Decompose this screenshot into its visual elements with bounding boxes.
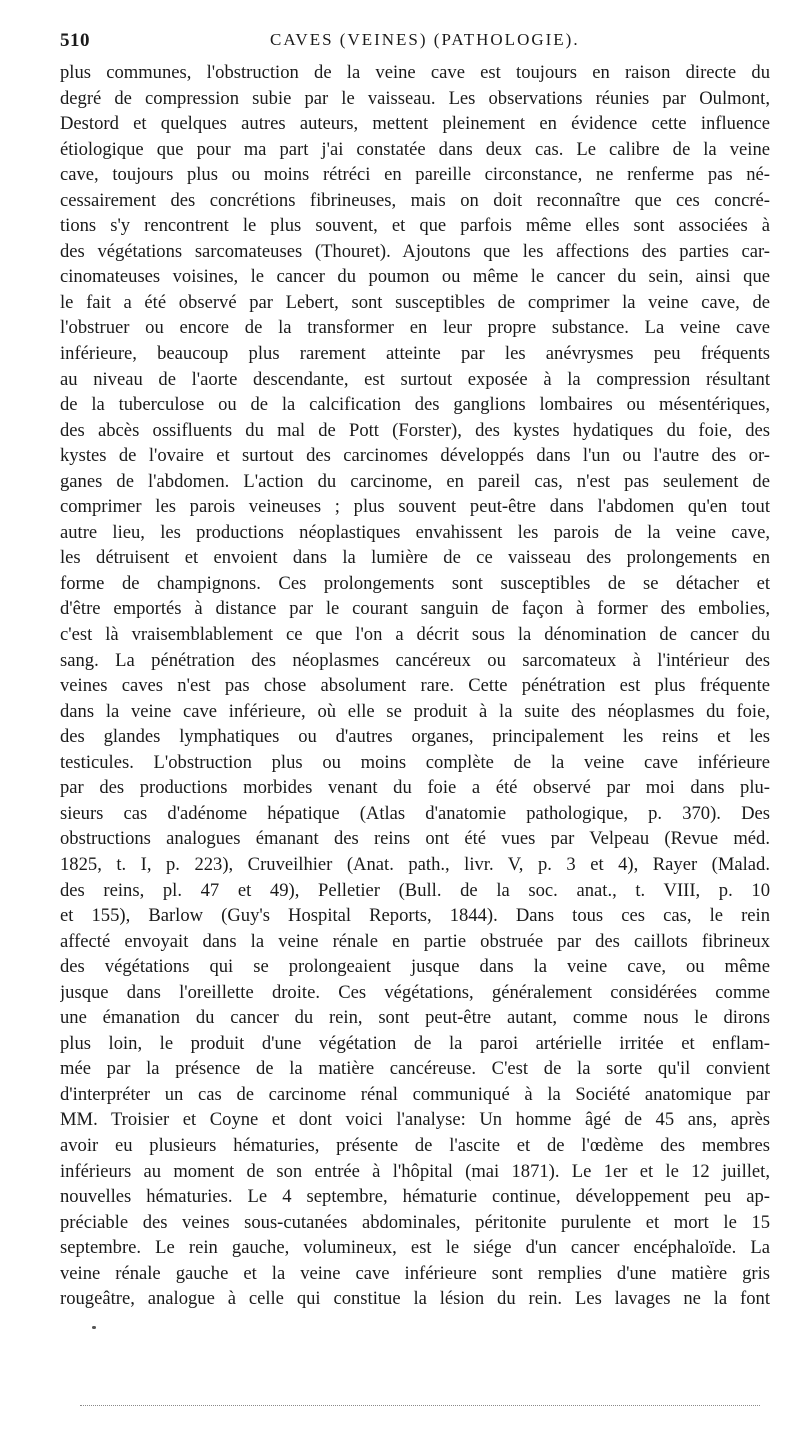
text-line: et 155), Barlow (Guy's Hospital Reports, 1844). Dans tous ces cas, le rein: [60, 905, 770, 927]
text-line: des végétations qui se prolongeaient jusque dans la veine cave, ou même: [60, 956, 770, 978]
text-line: tions s'y rencontrent le plus souvent, et que parfois même elles sont associées à: [60, 215, 770, 237]
text-line: les détruisent et envoient dans la lumière de ce vaisseau des prolongements en: [60, 547, 770, 569]
text-line: le fait a été observé par Lebert, sont susceptibles de comprimer la veine cave, de: [60, 291, 770, 313]
text-line: septembre. Le rein gauche, volumineux, est le siége d'un cancer encéphaloïde. La: [60, 1237, 770, 1259]
text-line: c'est là vraisemblablement ce que l'on a décrit sous la dénomination de cancer du: [60, 624, 770, 646]
text-line: rougeâtre, analogue à celle qui constitue la lésion du rein. Les lavages ne la font: [60, 1288, 770, 1310]
text-line: autre lieu, les productions néoplastiques envahissent les parois de la veine cave,: [60, 521, 770, 543]
ink-speck: [92, 1326, 96, 1329]
text-line: sieurs cas d'adénome hépatique (Atlas d'anatomie pathologique, p. 370). Des: [60, 802, 770, 824]
text-line: une émanation du cancer du rein, sont peut-être autant, comme nous le dirons: [60, 1007, 770, 1029]
text-line: forme de champignons. Ces prolongements sont susceptibles de se détacher et: [60, 572, 770, 594]
text-line: au niveau de l'aorte descendante, est surtout exposée à la compression résultant: [60, 368, 770, 390]
text-line: MM. Troisier et Coyne et dont voici l'analyse: Un homme âgé de 45 ans, après: [60, 1109, 770, 1131]
text-line: inférieurs au moment de son entrée à l'hôpital (mai 1871). Le 1er et le 12 juillet,: [60, 1160, 770, 1182]
text-line: comprimer les parois veineuses ; plus souvent peut-être dans l'abdomen qu'en tout: [60, 496, 770, 518]
text-line: de la tuberculose ou de la calcification des ganglions lombaires ou mésentériques,: [60, 394, 770, 416]
text-line: nouvelles hématuries. Le 4 septembre, hématurie continue, développement peu ap-: [60, 1186, 770, 1208]
text-line: des glandes lymphatiques ou d'autres organes, principalement les reins et les: [60, 726, 770, 748]
running-head: CAVES (VEINES) (PATHOLOGIE).: [270, 30, 580, 49]
text-line: l'obstruer ou encore de la transformer en leur propre substance. La veine cave: [60, 317, 770, 339]
text-line: testicules. L'obstruction plus ou moins complète de la veine cave inférieure: [60, 751, 770, 773]
text-line: par des productions morbides venant du foie a été observé par moi dans plu-: [60, 777, 770, 799]
text-line: cave, toujours plus ou moins rétréci en pareille circonstance, ne renferme pas né-: [60, 164, 770, 186]
text-line: d'être emportés à distance par le courant sanguin de façon à former des embolies,: [60, 598, 770, 620]
text-line: veines caves n'est pas chose absolument rare. Cette pénétration est plus fréquente: [60, 675, 770, 697]
text-line: des végétations sarcomateuses (Thouret). Ajoutons que les affections des parties car-: [60, 240, 770, 262]
page-header: [60, 30, 770, 58]
body-text: [60, 60, 770, 1312]
text-line: 1825, t. I, p. 223), Cruveilhier (Anat. path., livr. V, p. 3 et 4), Rayer (Malad.: [60, 853, 770, 875]
text-line: des abcès ossifluents du mal de Pott (Forster), des kystes hydatiques du foie, des: [60, 419, 770, 441]
text-line: degré de compression subie par le vaisseau. Les observations réunies par Oulmont,: [60, 87, 770, 109]
text-line: veine rénale gauche et la veine cave inférieure sont remplies d'une matière gris: [60, 1262, 770, 1284]
text-line: mée par la présence de la matière cancéreuse. C'est de la sorte qu'il convient: [60, 1058, 770, 1080]
text-line: cessairement des concrétions fibrineuses, mais on doit reconnaître que ces concré-: [60, 189, 770, 211]
text-line: plus loin, le produit d'une végétation de la paroi artérielle irritée et enflam-: [60, 1032, 770, 1054]
footer-dotted-rule: [80, 1405, 760, 1406]
text-line: sang. La pénétration des néoplasmes cancéreux ou sarcomateux à l'intérieur des: [60, 649, 770, 671]
text-line: kystes de l'ovaire et surtout des carcinomes développés dans l'un ou l'autre des or-: [60, 445, 770, 467]
text-line: affecté envoyait dans la veine rénale en partie obstruée par des caillots fibrineux: [60, 930, 770, 952]
text-line: avoir eu plusieurs hématuries, présente de l'ascite et de l'œdème des membres: [60, 1134, 770, 1156]
text-line: obstructions analogues émanant des reins ont été vues par Velpeau (Revue méd.: [60, 828, 770, 850]
text-line: plus communes, l'obstruction de la veine cave est toujours en raison directe du: [60, 62, 770, 83]
text-line: dans la veine cave inférieure, où elle se produit à la suite des néoplasmes du foie,: [60, 700, 770, 722]
text-line: Destord et quelques autres auteurs, mettent pleinement en évidence cette influence: [60, 113, 770, 135]
text-line: étiologique que pour ma part j'ai constatée dans deux cas. Le calibre de la veine: [60, 138, 770, 160]
text-line: cinomateuses voisines, le cancer du poumon ou même le cancer du sein, ainsi que: [60, 266, 770, 288]
text-line: des reins, pl. 47 et 49), Pelletier (Bull. de la soc. anat., t. VIII, p. 10: [60, 879, 770, 901]
text-line: jusque dans l'oreillette droite. Ces végétations, généralement considérées comme: [60, 981, 770, 1003]
text-line: ganes de l'abdomen. L'action du carcinome, en pareil cas, n'est pas seulement de: [60, 470, 770, 492]
text-line: d'interpréter un cas de carcinome rénal communiqué à la Société anatomique par: [60, 1083, 770, 1105]
page-number: 510: [60, 30, 90, 51]
text-line: inférieure, beaucoup plus rarement atteinte par les anévrysmes peu fréquents: [60, 343, 770, 365]
text-line: préciable des veines sous-cutanées abdominales, péritonite purulente et mort le 15: [60, 1211, 770, 1233]
